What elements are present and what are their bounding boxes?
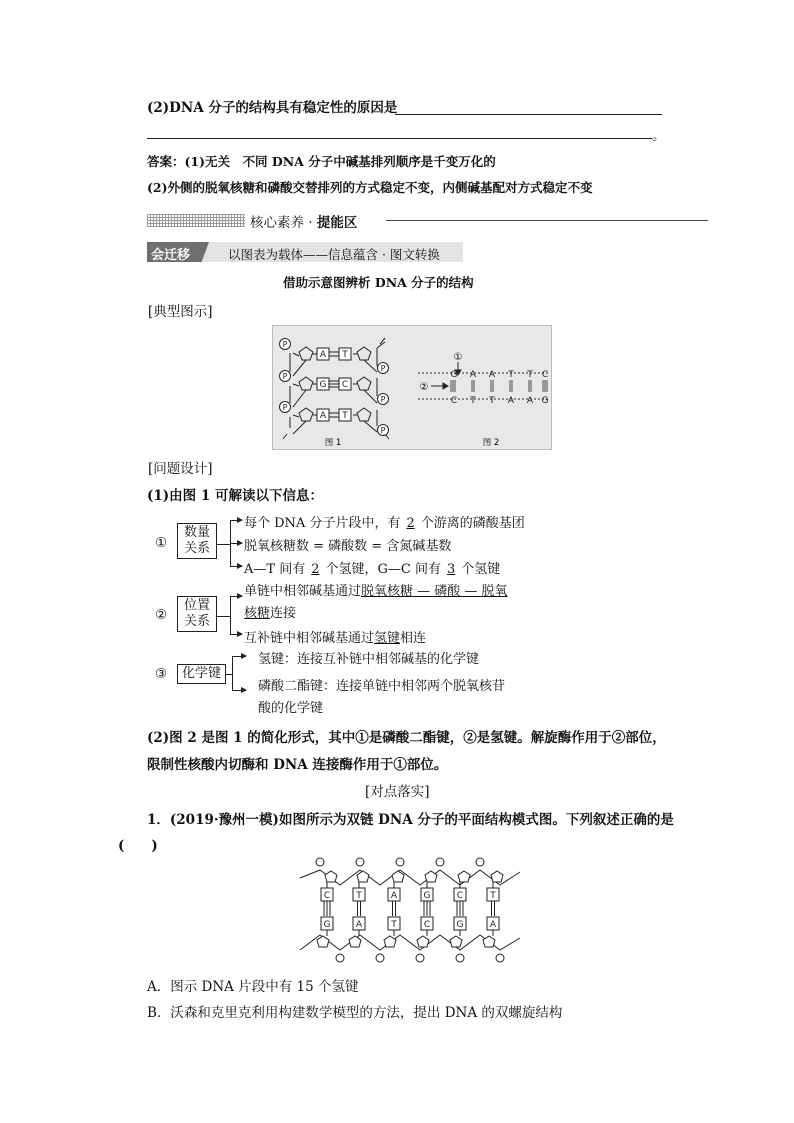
text: 互补链中相邻碱基通过 — [244, 631, 375, 646]
answer-line-2: (2)外侧的脱氧核糖和磷酸交替排列的方式稳定不变，内侧碱基配对方式稳定不变 — [147, 180, 593, 195]
map-line-1-3 — [244, 558, 500, 577]
problem-design-label: [问题设计] — [148, 461, 213, 477]
fig2-top-base: C — [541, 370, 549, 380]
typical-figure-label: [典型图示] — [148, 304, 213, 320]
blank-value: 脱氧核糖 — 磷酸 — 脱氧 — [361, 584, 508, 599]
phosphate-icon — [416, 954, 424, 962]
blank-value: 氢键 — [374, 631, 401, 646]
top-base-label: G — [423, 891, 431, 901]
arrow — [232, 690, 246, 691]
sugar-pentagon — [317, 936, 329, 947]
phosphate-icon — [456, 954, 464, 962]
map-line-1-2 — [244, 535, 451, 554]
top-base-label: T — [356, 891, 362, 901]
map-line-3-1: 氢键：连接互补链中相邻碱基的化学键 — [258, 652, 480, 667]
text: 单链中相邻碱基通过 — [244, 584, 362, 599]
sugar-pentagon — [349, 936, 361, 947]
sugar-pentagon — [392, 871, 404, 882]
map-line-3-2: 磷酸二酯键：连接单链中相邻两个脱氧核苷 — [258, 679, 506, 694]
section-header-title-bold: 提能区 — [316, 215, 358, 231]
section-header-rule — [386, 220, 708, 221]
top-base-label: A — [390, 891, 398, 901]
practice-label: [对点落实] — [365, 784, 430, 800]
blank-value: 核糖 — [244, 606, 271, 621]
top-base-label: T — [490, 891, 496, 901]
top-base-label: C — [456, 891, 464, 901]
fig1-base: C — [341, 380, 349, 390]
phosphate-icon — [496, 954, 504, 962]
subtitle: 借助示意图辨析 DNA 分子的结构 — [283, 275, 474, 290]
phosphate-icon — [376, 954, 384, 962]
bottom-base-label: G — [323, 920, 331, 930]
blank-value: 2 — [311, 562, 320, 577]
option-b[interactable]: B．沃森和克里克利用构建数学模型的方法，提出 DNA 的双螺旋结构 — [147, 1005, 563, 1021]
phosphate-label: P — [282, 340, 288, 349]
fig2-bottom-base: T — [489, 396, 495, 406]
bottom-base-label: A — [355, 920, 363, 930]
map-line-2-3 — [244, 627, 426, 646]
question-1-dna-diagram — [290, 850, 530, 970]
fig2-top-base: T — [508, 370, 514, 380]
connector — [230, 596, 231, 634]
end-mark: 。 — [652, 128, 666, 144]
q2-text-line-2: 限制性核酸内切酶和 DNA 连接酶作用于①部位。 — [147, 757, 448, 773]
map-label-2b: 关系 — [183, 614, 210, 629]
map-label-1b: 关系 — [183, 541, 210, 556]
fig2-bottom-base: T — [470, 396, 476, 406]
top-base-label: C — [323, 891, 331, 901]
bottom-base-label: A — [489, 920, 497, 930]
bottom-base-label: T — [391, 920, 397, 930]
fig1-base: A — [319, 350, 327, 360]
fig2-bottom-base: G — [541, 396, 549, 406]
arrow — [230, 596, 242, 597]
text: 个氢键，G—C 间有 — [325, 562, 441, 577]
sugar-pentagon — [417, 936, 429, 947]
phosphate-label: P — [380, 426, 386, 435]
phosphate-icon — [396, 858, 404, 866]
connector — [216, 544, 230, 545]
text: 每个 DNA 分子片段中，有 — [244, 516, 401, 531]
sugar-pentagon — [325, 871, 337, 882]
fig2-bottom-base: A — [507, 396, 515, 406]
question-1-line-1: 1．(2019·豫州一模)如图所示为双链 DNA 分子的平面结构模式图。下列叙述正确的是 — [147, 812, 674, 828]
sugar-pentagon — [425, 871, 437, 882]
phosphate-label: P — [380, 364, 386, 373]
phosphate-icon — [336, 954, 344, 962]
phosphate-icon — [436, 858, 444, 866]
map-num-1: ① — [155, 535, 168, 551]
phosphate-label: P — [282, 372, 288, 381]
section-header-title — [250, 211, 357, 231]
map-label-3: 化学键 — [177, 664, 226, 684]
map-line-1-1 — [244, 512, 525, 531]
tag-text: 以图表为载体——信息蕴含 · 图文转换 — [228, 247, 440, 262]
fig2-top-base: T — [527, 370, 533, 380]
arrow — [230, 566, 242, 567]
answer-blank-line-1 — [395, 114, 662, 115]
text: 脱氧核糖数 = 磷酸数 = 含氮碱基数 — [244, 539, 452, 554]
sugar-pentagon — [458, 871, 470, 882]
section-header-title-light: 核心素养 · — [250, 215, 317, 231]
fig1-base: A — [319, 411, 327, 421]
map-num-3: ③ — [155, 666, 168, 682]
answer-blank-line-2 — [147, 138, 652, 139]
answer-line-1: 答案：(1)无关 不同 DNA 分子中碱基排列顺序是千变万化的 — [147, 154, 496, 169]
bottom-base-label: C — [423, 920, 431, 930]
sugar-pentagon — [450, 936, 462, 947]
fig2-marker-1: ① — [453, 352, 463, 363]
q1-intro: (1)由图 1 可解读以下信息： — [147, 488, 323, 504]
connector — [232, 656, 233, 691]
fig2-bottom-base: C — [450, 396, 458, 406]
sugar-pentagon — [357, 871, 369, 882]
fig1-caption: 图 1 — [324, 438, 342, 448]
fig2-bottom-base: A — [526, 396, 534, 406]
arrow — [230, 634, 242, 635]
text: A—T 间有 — [244, 562, 306, 577]
q2-text-line-1: (2)图 2 是图 1 的简化形式，其中①是磷酸二酯键，②是氢键。解旋酶作用于②部位， — [147, 730, 666, 746]
sugar-pentagon — [483, 936, 495, 947]
question-1-line-2: ( ) — [118, 838, 158, 854]
fig2-caption: 图 2 — [482, 438, 500, 448]
connector — [216, 616, 230, 617]
map-label-2a: 位置 — [183, 598, 210, 613]
fig2-top-base: G — [450, 370, 458, 380]
question-2-prefix: (2)DNA 分子的结构具有稳定性的原因是 — [147, 100, 398, 116]
phosphate-icon — [316, 858, 324, 866]
dna-figure-panel — [272, 325, 552, 450]
fig2-top-base: A — [488, 370, 496, 380]
text: 个游离的磷酸基团 — [420, 516, 525, 531]
arrow — [232, 656, 246, 657]
arrow — [230, 543, 242, 544]
option-a[interactable]: A．图示 DNA 片段中有 15 个氢键 — [147, 979, 359, 995]
phosphate-icon — [356, 858, 364, 866]
text: 连接 — [270, 606, 297, 621]
map-line-2-2 — [244, 602, 296, 621]
map-label-1 — [177, 523, 217, 559]
bottom-base-label: G — [456, 920, 464, 930]
phosphate-label: P — [282, 403, 288, 412]
sugar-pentagon — [491, 871, 503, 882]
fig1-base: T — [342, 411, 348, 421]
sugar-pentagon — [384, 936, 396, 947]
text: 个氢键 — [461, 562, 501, 577]
blank-value: 3 — [446, 562, 456, 577]
blank-value: 2 — [406, 516, 415, 531]
dna-figure-svg — [273, 326, 551, 449]
map-label-2 — [177, 596, 217, 632]
map-line-3-3: 酸的化学键 — [258, 701, 324, 716]
map-num-2: ② — [155, 607, 168, 623]
section-header-dots — [147, 214, 245, 227]
map-label-1a: 数量 — [183, 525, 210, 540]
fig1-base: T — [342, 350, 348, 360]
text: 相连 — [400, 631, 427, 646]
phosphate-icon — [476, 858, 484, 866]
fig1-base: G — [319, 380, 327, 390]
phosphate-label: P — [380, 395, 386, 404]
fig2-top-base: A — [469, 370, 477, 380]
fig2-marker-2: ② — [419, 382, 429, 393]
tag-label: 会迁移 — [151, 248, 191, 263]
arrow — [230, 520, 242, 521]
map-line-2-1 — [244, 580, 508, 599]
